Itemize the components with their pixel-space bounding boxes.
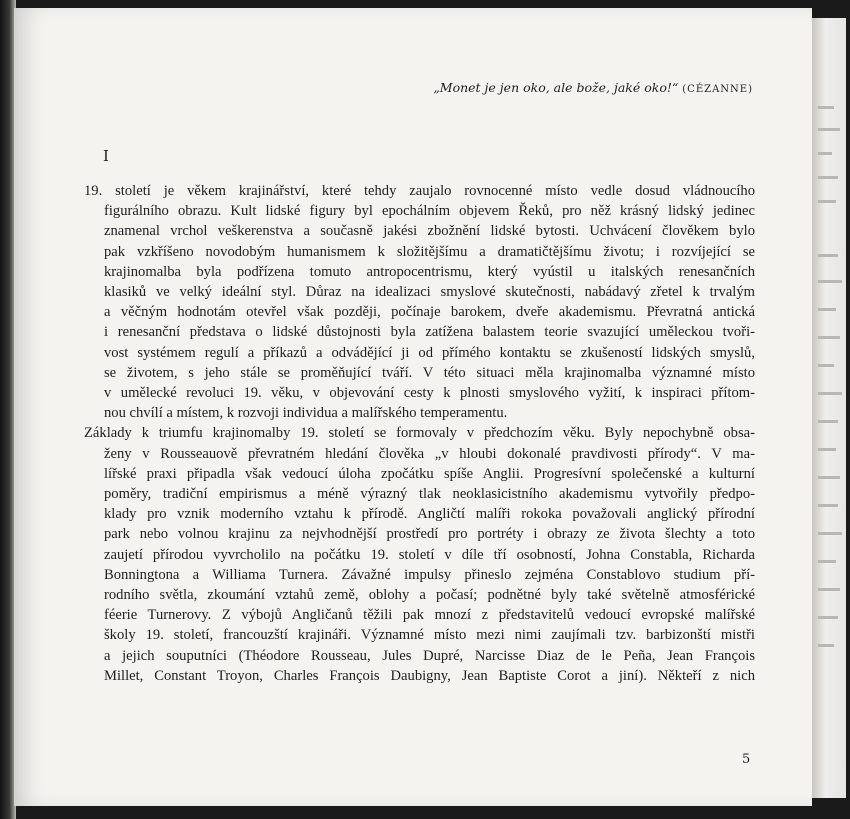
text-line: féerie Turnerovy. Z výbojů Angličanů těžili pak mnozí z představitelů vedoucí evropské malířské: [104, 607, 755, 624]
text-line: znamenal vrchol veškerenstva a současně jakési zbožnění lidské bytosti. Uchvácení člověkem bylo: [104, 223, 755, 240]
text-line: školy 19. století, francouzští krajináři. Významné místo mezi nimi zaujímali tzv. barbizonští mistři: [104, 627, 755, 644]
text-line: lířské praxi připadla však vedoucí úloha zpočátku spíše Anglii. Progresívní společenské a kulturní: [104, 465, 755, 482]
motto-source: (CÉZANNE): [682, 84, 753, 95]
chapter-number: I: [103, 147, 109, 165]
page-number: 5: [742, 752, 751, 767]
paragraph-1: [84, 181, 755, 423]
text-line: Bonningtona a Williama Turnera. Závažné impulsy přineslo zejména Constablovo studium pří-: [104, 566, 755, 583]
text-line: Základy k triumfu krajinomalby 19. století se formovaly v předchozím věku. Byly nepochybně obsa-: [84, 425, 755, 442]
text-line: pak vzkříšeno novodobým humanismem k složitějšímu a dramatičtějšímu životu; i rozvíjející se: [104, 243, 755, 260]
text-line: klady pro vznik moderního vztahu k přírodě. Angličtí malíři rokoka považovali anglický přírodní: [104, 506, 755, 523]
text-line: 19. století je věkem krajinářství, které tehdy zaujalo rovnocenné místo vedle dosud vládnoucího: [84, 183, 755, 199]
text-line: v umělecké revoluci 19. věku, v objevování cesty k plnosti smyslového vyžití, k inspiraci přítom-: [104, 385, 755, 402]
text-line: a jejich souputníci (Théodore Rousseau, Jules Dupré, Narcisse Diaz de le Peña, Jean François: [104, 647, 755, 664]
text-line: Millet, Constant Troyon, Charles François Daubigny, Jean Baptiste Corot a jiní). Někteří z nich: [104, 667, 755, 684]
text-line: rodního světla, zkoumání vztahů země, oblohy a počasí; podnětné byly také světelně atmosférické: [104, 587, 755, 604]
text-line: klasiků ve velký ideální styl. Důraz na idealizaci smyslové skutečnosti, nabádavý zřetel k trvalým: [104, 284, 755, 301]
next-page-edge: [812, 18, 846, 798]
body-text: [84, 181, 755, 686]
text-line: a věčným hodnotám otevřel však později, počínaje barokem, dveře akademismu. Převratná antická: [104, 304, 755, 321]
motto-text: „Monet je jen oko, ale bože, jaké oko!“: [433, 80, 679, 95]
text-line: park nebo volnou krajinu za nejvhodnější prostředí pro portréty i obrazy ze života šlechty a toto: [104, 526, 755, 543]
text-line: krajinomalba byla podřízena tomuto antropocentrismu, který vyústil u italských renesančních: [104, 263, 755, 280]
text-line: nou chvílí a místem, k rozvoji individua a malířského temperamentu.: [104, 405, 508, 422]
paragraph-2: [84, 423, 755, 686]
text-line: zaujetí přírodou vyvrcholilo na počátku 19. století v díle tří osobností, Johna Constabla, Richarda: [104, 546, 755, 563]
text-line: se životem, s jeho stále se proměňující tváří. V této situaci měla krajinomalba významné místo: [104, 364, 755, 381]
text-line: figurálního obrazu. Kult lidské figury byl epochálním objevem Řeků, pro něž krásný lidský jedinec: [104, 203, 755, 220]
text-line: vost systémem regulí a příkazů a odvádějící ji od přímého kontaktu se zkušeností lidských smyslů,: [104, 344, 755, 361]
text-line: ženy v Rousseauově převratném hledání člověka „v hloubi dokonalé pravdivosti přírody“. V ma-: [104, 445, 755, 462]
text-line: poměry, tradiční empirismus a méně výrazný tlak neoklasicistního akademismu vytvořily předpo-: [104, 486, 755, 503]
text-line: i renesanční představa o lidské důstojnosti byla zatížena balastem teorie svazující uměleckou tvoři-: [104, 324, 755, 341]
motto-quote: [433, 80, 753, 95]
